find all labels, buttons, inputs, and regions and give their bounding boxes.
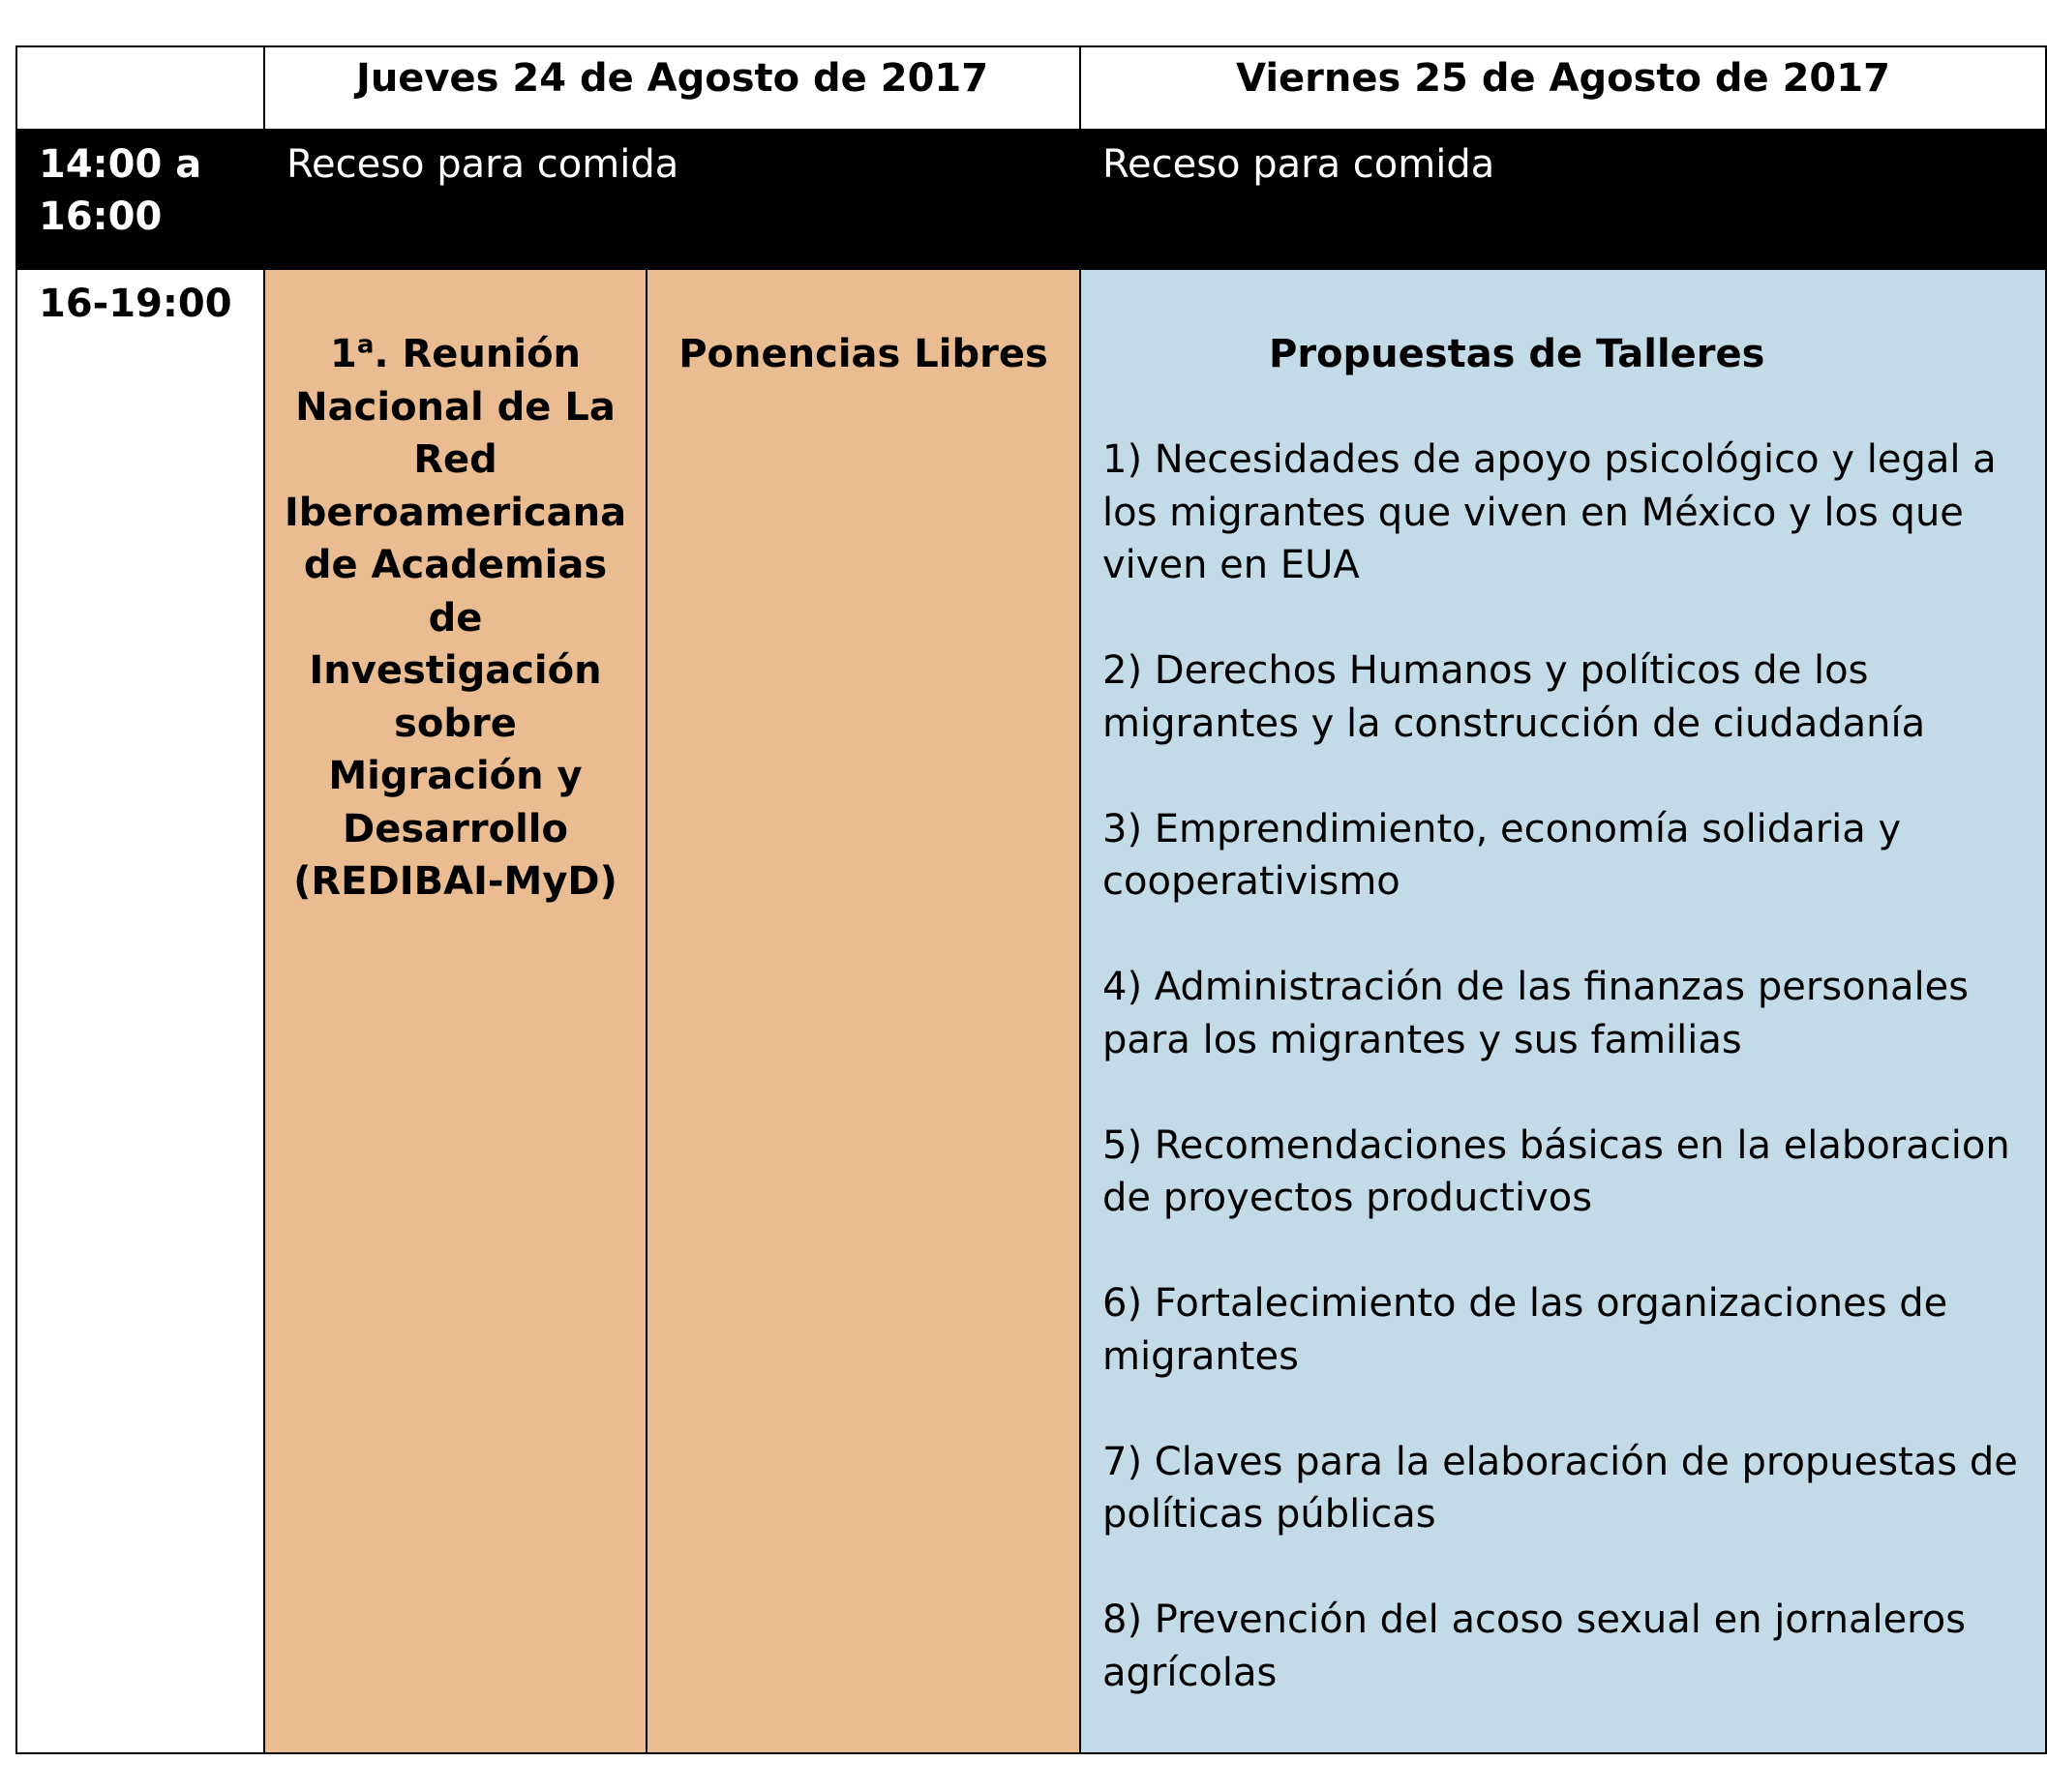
afternoon-time: 16-19:00 (16, 269, 264, 1753)
header-row (16, 46, 2046, 130)
workshop-item: 7) Claves para la elaboración de propuestas de políticas públicas (1102, 1439, 2018, 1537)
friday-break-text: Receso para comida (1080, 130, 2046, 269)
session-a-number: 1 (329, 332, 357, 376)
break-time: 14:00 a 16:00 (16, 130, 264, 269)
session-a-title: . Reunión Nacional de La Red Iberoamericana de Academias de Investigación sobre Migración y Desarrollo (REDIBAI-MyD) (284, 332, 627, 904)
ponencias-libres-session: Ponencias Libres (647, 269, 1080, 1753)
thursday-break-text: Receso para comida (264, 130, 1080, 269)
friday-header: Viernes 25 de Agosto de 2017 (1080, 46, 2046, 130)
redibai-session (264, 269, 647, 1753)
workshop-item: 8) Prevención del acoso sexual en jornaleros agrícolas (1102, 1598, 1967, 1695)
workshop-item: 5) Recomendaciones básicas en la elaboracion de proyectos productivos (1102, 1122, 2010, 1220)
workshop-item: 3) Emprendimiento, economía solidaria y cooperativismo (1102, 806, 1902, 904)
workshop-item: 2) Derechos Humanos y políticos de los migrantes y la construcción de ciudadanía (1102, 648, 1926, 746)
session-a-ordinal: a (356, 330, 375, 360)
workshop-item: 6) Fortalecimiento de las organizaciones de migrantes (1102, 1281, 1948, 1379)
afternoon-row (16, 269, 2046, 1753)
workshop-item: 1) Necesidades de apoyo psicológico y legal a los migrantes que viven en México y los que viven en EUA (1102, 437, 1997, 587)
workshop-item: 4) Administración de las finanzas personales para los migrantes y sus familias (1102, 965, 1970, 1062)
lunch-break-row (16, 130, 2046, 269)
workshops-cell (1080, 269, 2046, 1753)
schedule-table (15, 45, 2047, 1754)
thursday-header: Jueves 24 de Agosto de 2017 (264, 46, 1080, 130)
corner-cell (16, 46, 264, 130)
workshops-title: Propuestas de Talleres (1269, 332, 1765, 376)
